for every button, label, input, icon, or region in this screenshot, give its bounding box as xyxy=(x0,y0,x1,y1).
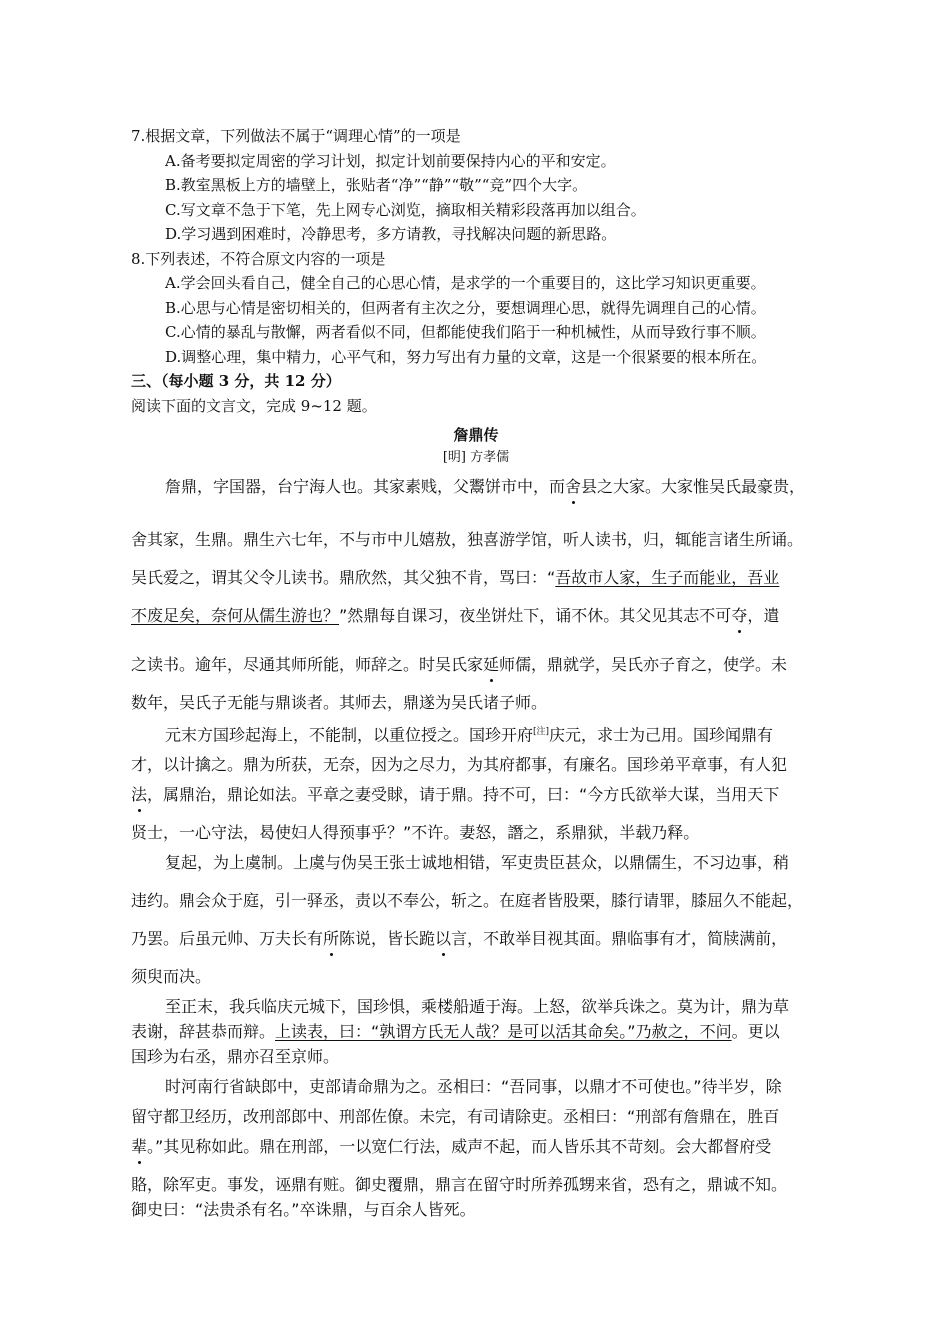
text-run: ”然鼎每自课习，夜坐饼灶下，诵不休。其父见其志不可 xyxy=(339,605,732,625)
section-3-heading: 三、（每小题 3 分，共 12 分） xyxy=(131,372,341,390)
question-7-stem: 7.根据文章，下列做法不属于“调理心情”的一项是 xyxy=(131,127,461,145)
text-run: 庆元，求士为己用。国珍闻鼎有 xyxy=(549,724,774,744)
emphasis-dot-char: 法 xyxy=(131,784,148,804)
paragraph-1-line-3 xyxy=(131,565,821,590)
paragraph-5-line-5: 御史曰：“法贵杀有名。”卒诛鼎，与百余人皆死。 xyxy=(131,1199,476,1219)
question-7-option-b: B.教室黑板上方的墙壁上，张贴者“净”“静”“敬”“竞”四个大字。 xyxy=(165,176,588,194)
emphasis-dot-char: 以 xyxy=(435,928,452,948)
paragraph-1-line-2: 舍其家，生鼎。鼎生六七年，不与市中儿嬉敖，独喜游学馆，听人读书，归，辄能言诸生所诵。 xyxy=(131,529,804,549)
text-run: 之读书。逾年，尽通其师所能，师辞之。时吴氏家 xyxy=(131,654,484,674)
paragraph-5-line-1: 时河南行省缺郎中，吏部请命鼎为之。丞相曰：“吾同事，以鼎才不可使也。”待半岁，除 xyxy=(165,1076,782,1096)
passage-paragraph-3 xyxy=(131,850,821,989)
paragraph-5-line-3 xyxy=(131,1134,821,1159)
text-run: 师儒，鼎就学，吴氏亦子育之，使学。未 xyxy=(499,654,788,674)
emphasis-dot-char: 辈 xyxy=(131,1136,148,1156)
text-run: 元末方国珍起海上，不能制，以重位授之。国珍开府 xyxy=(165,724,534,744)
paragraph-3-line-3 xyxy=(131,926,821,951)
emphasis-dot-char: 夺 xyxy=(731,605,748,625)
text-run: 县之大家。大家惟吴氏最豪贵， xyxy=(581,476,806,496)
paragraph-5-line-4: 賂，除军吏。事发，诬鼎有赃。御史覆鼎，鼎言在留守时所养孤甥来省，恐有之，鼎诚不知。 xyxy=(131,1174,788,1194)
paragraph-4-line-3: 国珍为右丞，鼎亦召至京师。 xyxy=(131,1046,340,1066)
underlined-sentence: 不废足矣，奈何从儒生游也？ xyxy=(131,605,340,625)
exam-page xyxy=(131,124,821,1222)
text-run: 。”其见称如此。鼎在刑部，一以宽仁行法，威声不起，而人皆乐其不苛刻。会大都督府受 xyxy=(147,1136,772,1156)
passage-paragraph-4 xyxy=(131,994,821,1069)
question-7-option-d: D.学习遇到困难时，冷静思考，多方请教，寻找解决问题的新思路。 xyxy=(165,225,617,243)
paragraph-1-line-1 xyxy=(131,474,821,499)
question-7 xyxy=(131,124,821,247)
passage-paragraph-5 xyxy=(131,1074,821,1222)
passage-paragraph-1 xyxy=(131,474,821,715)
paragraph-4-line-2 xyxy=(131,1019,821,1044)
emphasis-dot-char: 舍 xyxy=(565,476,582,496)
text-run: 乃罢。后虽元帅、万夫长有 xyxy=(131,928,324,948)
paragraph-3-line-1: 复起，为上虞制。上虞与伪吴王张士诚地相错，军吏贵臣甚众，以鼎儒生，不习边事，稍 xyxy=(165,852,790,872)
question-8-option-d: D.调整心理，集中精力，心平气和，努力写出有力量的文章，这是一个很紧要的根本所在。 xyxy=(165,347,767,366)
underlined-sentence: 上读表，曰：“孰谓方氏无人哉？是可以活其命矣。”乃赦之，不问 xyxy=(275,1021,732,1041)
paragraph-2-line-4: 贤士，一心守法，曷使妇人得预事乎？”不许。妻怒，譖之，系鼎狱，半载乃释。 xyxy=(131,822,700,842)
question-7-option-a: A.备考要拟定周密的学习计划，拟定计划前要保持内心的平和安定。 xyxy=(165,151,616,170)
paragraph-3-line-2: 违约。鼎会众于庭，引一驿丞，责以不奉公，斩之。在庭者皆股栗，膝行请罪，膝屈久不能起， xyxy=(131,890,804,910)
emphasis-dot-char: 延 xyxy=(483,654,500,674)
question-8-option-a: A.学会回头看自己，健全自己的心思心情，是求学的一个重要目的，这比学习知识更重要。 xyxy=(165,274,766,292)
paragraph-5-line-2: 留守都卫经历，改刑部郎中、刑部佐僚。未完，有司请除吏。丞相曰：“刑部有詹鼎在，胜百 xyxy=(131,1106,780,1126)
question-8 xyxy=(131,247,821,370)
paragraph-1-line-5 xyxy=(131,652,821,677)
text-run: 言，不敢举目视其面。鼎临事有才，简牍满前， xyxy=(451,928,788,948)
question-8-option-c: C.心情的暴乱与散懈，两者看似不同，但都能使我们陷于一种机械性，从而导致行事不顺。 xyxy=(165,323,766,341)
question-8-option-b: B.心思与心情是密切相关的，但两者有主次之分，要想调理心思，就得先调理自己的心情。 xyxy=(165,298,766,317)
text-run: 詹鼎，字国器，台宁海人也。其家素贱，父鬻饼市中，而 xyxy=(165,476,566,496)
emphasis-dot-char: 所 xyxy=(323,928,340,948)
passage-author: [明] 方孝儒 xyxy=(442,449,510,465)
paragraph-2-line-1 xyxy=(131,720,821,747)
paragraph-3-line-4: 须臾而决。 xyxy=(131,966,212,986)
question-8-stem: 8.下列表述，不符合原文内容的一项是 xyxy=(131,249,386,268)
text-run: ，遣 xyxy=(747,605,780,625)
section-3-instruction: 阅读下面的文言文，完成 9~12 题。 xyxy=(131,397,377,415)
passage-title: 詹鼎传 xyxy=(453,425,499,444)
passage-paragraph-2 xyxy=(131,720,821,845)
text-run: 吴氏爱之，谓其父令儿读书。鼎欣然，其父独不肯，骂曰：“ xyxy=(131,567,556,587)
paragraph-2-line-2: 才，以计擒之。鼎为所获，无奈，因为之尽力，为其府都事，有廉名。国珍弟平章事，有人犯 xyxy=(131,754,788,774)
paragraph-1-line-6: 数年，吴氏子无能与鼎谈者。其师去，鼎遂为吴氏诸子师。 xyxy=(131,692,548,712)
text-run: 陈说，皆长跪 xyxy=(339,928,436,948)
text-run: 。更以 xyxy=(731,1021,780,1041)
question-7-option-c: C.写文章不急于下笔，先上网专心浏览，摘取相关精彩段落再加以组合。 xyxy=(165,200,646,219)
paragraph-4-line-1: 至正末，我兵临庆元城下，国珍惧，乘楼船遁于海。上怒，欲举兵诛之。莫为计，鼎为草 xyxy=(165,996,790,1016)
text-run: 表谢，辞甚恭而辩。 xyxy=(131,1021,276,1041)
underlined-sentence: 吾故市人家，生子而能业，吾业 xyxy=(555,567,780,587)
paragraph-1-line-4 xyxy=(131,603,821,628)
text-run: ，属鼎治，鼎论如法。平章之妻受賕，请于鼎。持不可，曰：“今方氏欲举大谋，当用天下 xyxy=(147,784,780,804)
paragraph-2-line-3 xyxy=(131,782,821,807)
footnote-marker: [注] xyxy=(533,726,550,737)
